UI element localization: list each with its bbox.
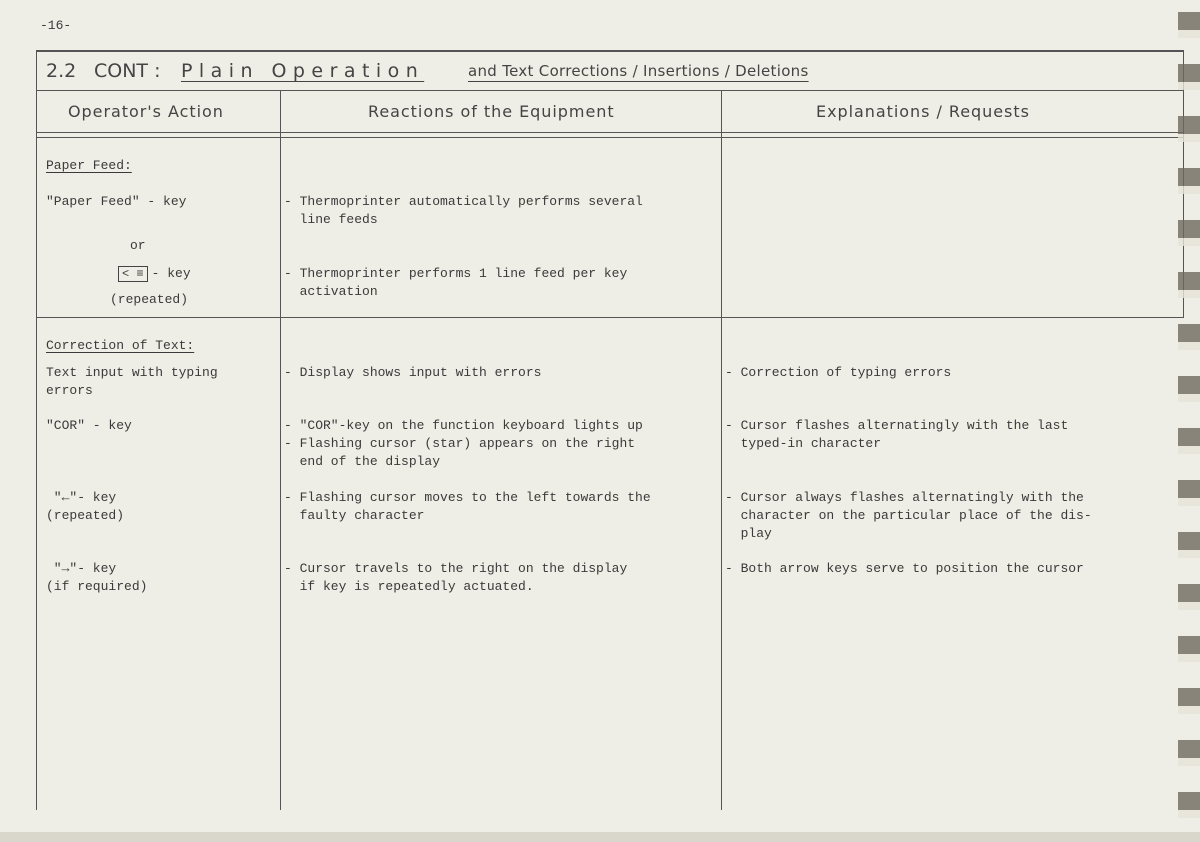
correction-explanation-1: - Correction of typing errors xyxy=(725,365,952,380)
header-explanations: Explanations / Requests xyxy=(816,102,1030,121)
section-divider xyxy=(36,317,1184,318)
correction-action-1: Text input with typing errors xyxy=(46,365,218,398)
correction-explanation-4: - Both arrow keys serve to position the cursor xyxy=(725,561,1084,576)
correction-explanation-3: - Cursor always flashes alternatingly with the character on the particular place of the dis- play xyxy=(725,490,1092,541)
page-bottom-edge xyxy=(0,832,1200,842)
paper-feed-heading: Paper Feed: xyxy=(46,158,132,173)
paper-feed-reaction-2: - Thermoprinter performs 1 line feed per key activation xyxy=(284,266,628,299)
header-operator-action: Operator's Action xyxy=(68,102,224,121)
line-feed-key-icon: < ≡ xyxy=(118,266,148,282)
correction-action-2: "COR" - key xyxy=(46,418,132,433)
paper-feed-reaction-1: - Thermoprinter automatically performs several line feeds xyxy=(284,194,643,227)
plain-operation-title: Plain Operation xyxy=(181,60,425,82)
page-number: -16- xyxy=(40,18,72,33)
correction-explanation-2: - Cursor flashes alternatingly with the last typed-in character xyxy=(725,418,1069,451)
correction-reaction-4: - Cursor travels to the right on the display if key is repeatedly actuated. xyxy=(284,561,628,594)
spiral-binding xyxy=(1178,0,1200,842)
paper-feed-key-action: "Paper Feed" - key xyxy=(46,194,187,209)
column-divider-2 xyxy=(721,90,722,810)
or-label: or xyxy=(130,238,146,253)
column-divider-1 xyxy=(280,90,281,810)
header-divider-2 xyxy=(36,137,1184,138)
repeated-label: (repeated) xyxy=(110,292,189,307)
key-suffix: - key xyxy=(151,266,191,281)
correction-action-4: "→"- key (if required) xyxy=(46,561,148,594)
left-border xyxy=(36,50,37,810)
correction-reaction-3: - Flashing cursor moves to the left towards the faulty character xyxy=(284,490,651,523)
section-title xyxy=(36,52,1184,90)
correction-reaction-1: - Display shows input with errors xyxy=(284,365,542,380)
correction-action-3: "←"- key (repeated) xyxy=(46,490,125,523)
header-reactions: Reactions of the Equipment xyxy=(368,102,615,121)
title-rest: and Text Corrections / Insertions / Deletions xyxy=(468,62,809,80)
correction-heading: Correction of Text: xyxy=(46,338,195,353)
cont-label: CONT : xyxy=(94,60,161,82)
correction-reaction-2: - "COR"-key on the function keyboard lights up - Flashing cursor (star) appears on the right end of the display xyxy=(284,418,643,469)
key-action-2 xyxy=(118,265,191,283)
header-divider-1 xyxy=(36,132,1184,133)
title-divider xyxy=(36,90,1184,91)
section-number: 2.2 xyxy=(46,60,77,82)
